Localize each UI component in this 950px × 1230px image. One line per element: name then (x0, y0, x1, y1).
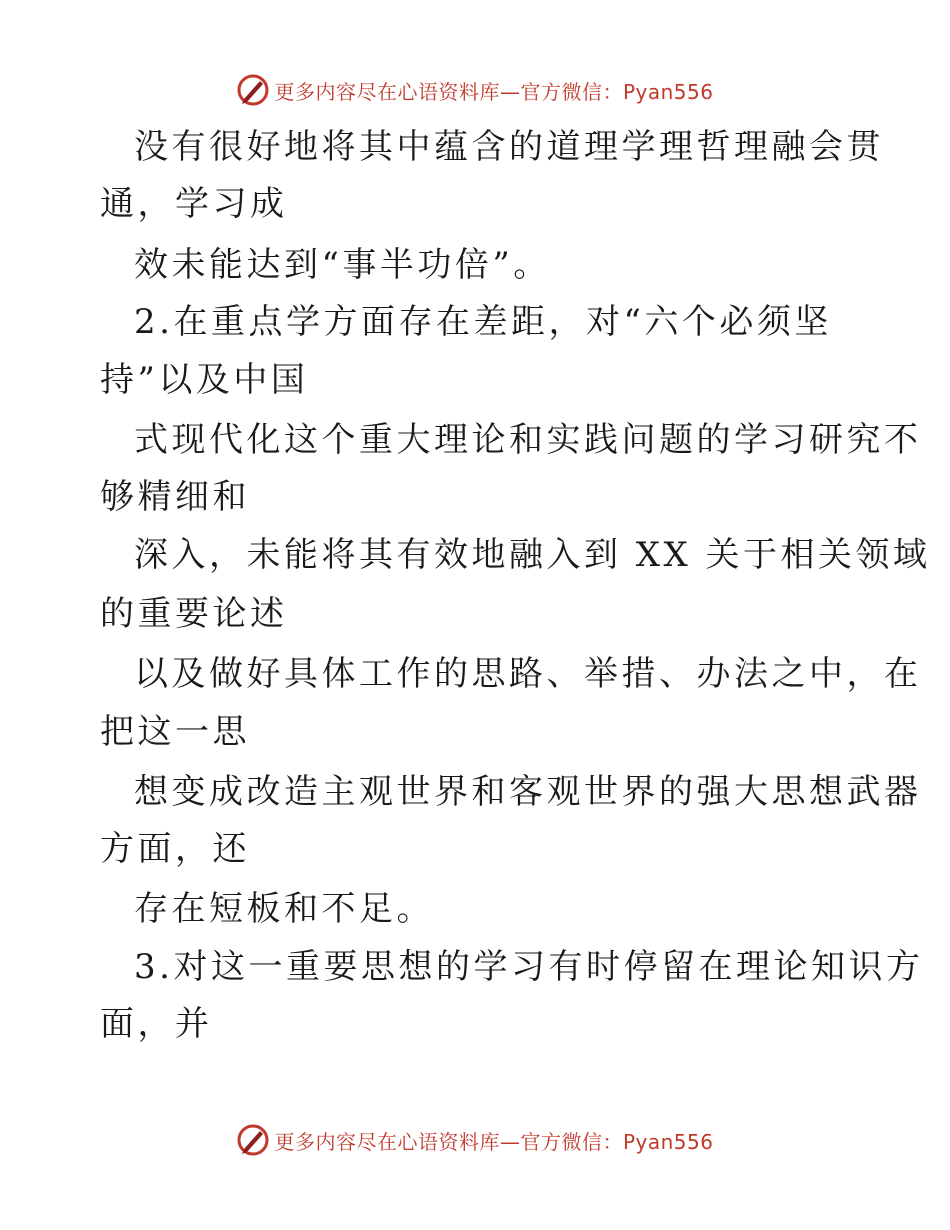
body-line: 够精细和 (100, 477, 250, 517)
body-line: 想变成改造主观世界和客观世界的强大思想武器 (134, 772, 922, 812)
body-line: 存在短板和不足。 (134, 889, 434, 929)
body-line: 的重要论述 (100, 594, 288, 634)
header-banner-text: 更多内容尽在心语资料库—官方微信：Pyan556 (274, 79, 714, 104)
footer-banner-text: 更多内容尽在心语资料库—官方微信：Pyan556 (274, 1129, 714, 1154)
pen-logo-icon (236, 73, 270, 107)
body-line: 持”以及中国 (100, 360, 309, 400)
body-line: 效未能达到“事半功倍”。 (134, 245, 551, 285)
body-line: 以及做好具体工作的思路、举措、办法之中，在 (134, 654, 922, 694)
body-line: 面，并 (100, 1004, 213, 1044)
body-line: 式现代化这个重大理论和实践问题的学习研究不 (134, 420, 922, 460)
footer-banner (0, 1120, 950, 1160)
header-banner (0, 70, 950, 110)
pen-logo-icon (236, 1123, 270, 1157)
body-line: 方面，还 (100, 829, 250, 869)
body-line: 没有很好地将其中蕴含的道理学理哲理融会贯 (134, 127, 884, 167)
body-line: 深入，未能将其有效地融入到 XX 关于相关领域 (134, 535, 931, 575)
body-line: 把这一思 (100, 712, 250, 752)
body-line: 通，学习成 (100, 184, 288, 224)
body-line: 3.对这一重要思想的学习有时停留在理论知识方 (134, 947, 924, 987)
body-line: 2.在重点学方面存在差距，对“六个必须坚 (134, 302, 832, 342)
